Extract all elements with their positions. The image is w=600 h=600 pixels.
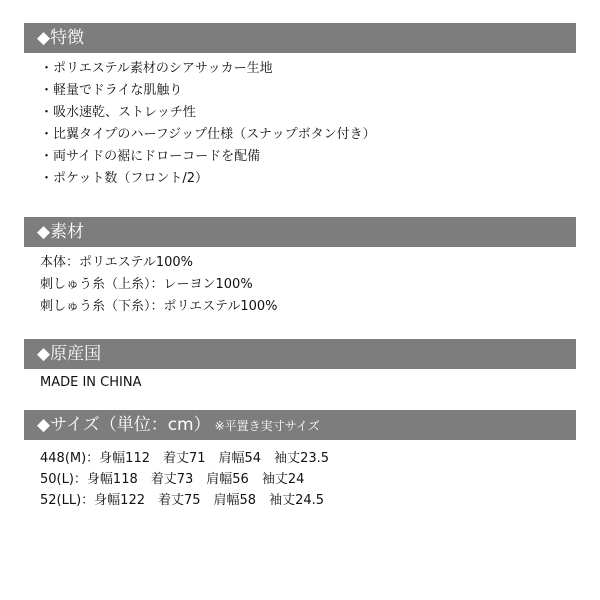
list-item: 刺しゅう糸（下糸）：ポリエステル100%	[40, 299, 278, 314]
list-item: ・吸水速乾、ストレッチ性	[40, 105, 196, 120]
origin-list	[40, 372, 141, 394]
features-heading-text: ◆特徴	[37, 28, 85, 48]
size-heading	[24, 410, 576, 440]
list-item: ・両サイドの裾にドローコードを配備	[40, 149, 261, 164]
list-item: ・比翼タイプのハーフジップ仕様（スナップボタン付き）	[40, 127, 376, 142]
size-list	[40, 448, 329, 511]
features-heading	[24, 23, 576, 53]
size-heading-note: ※平置き実寸サイズ	[214, 419, 320, 433]
material-heading	[24, 217, 576, 247]
origin-heading	[24, 339, 576, 369]
list-item: 448(M)：身幅112 着丈71 肩幅54 袖丈23.5	[40, 451, 330, 466]
origin-heading-text: ◆原産国	[37, 344, 102, 364]
list-item: ・軽量でドライな肌触り	[40, 83, 183, 98]
list-item: 52(LL)：身幅122 着丈75 肩幅58 袖丈24.5	[40, 493, 325, 508]
size-heading-text: ◆サイズ（単位：cm）	[37, 415, 211, 435]
list-item: 刺しゅう糸（上糸）：レーヨン100%	[40, 277, 253, 292]
list-item: MADE IN CHINA	[40, 375, 142, 390]
list-item: ・ポケット数（フロント/2）	[40, 171, 209, 186]
list-item: 本体：ポリエステル100%	[40, 255, 193, 270]
material-heading-text: ◆素材	[37, 222, 85, 242]
material-list	[40, 252, 278, 318]
list-item: 50(L)：身幅118 着丈73 肩幅56 袖丈24	[40, 472, 305, 487]
features-list	[40, 58, 376, 190]
list-item: ・ポリエステル素材のシアサッカー生地	[40, 61, 273, 76]
